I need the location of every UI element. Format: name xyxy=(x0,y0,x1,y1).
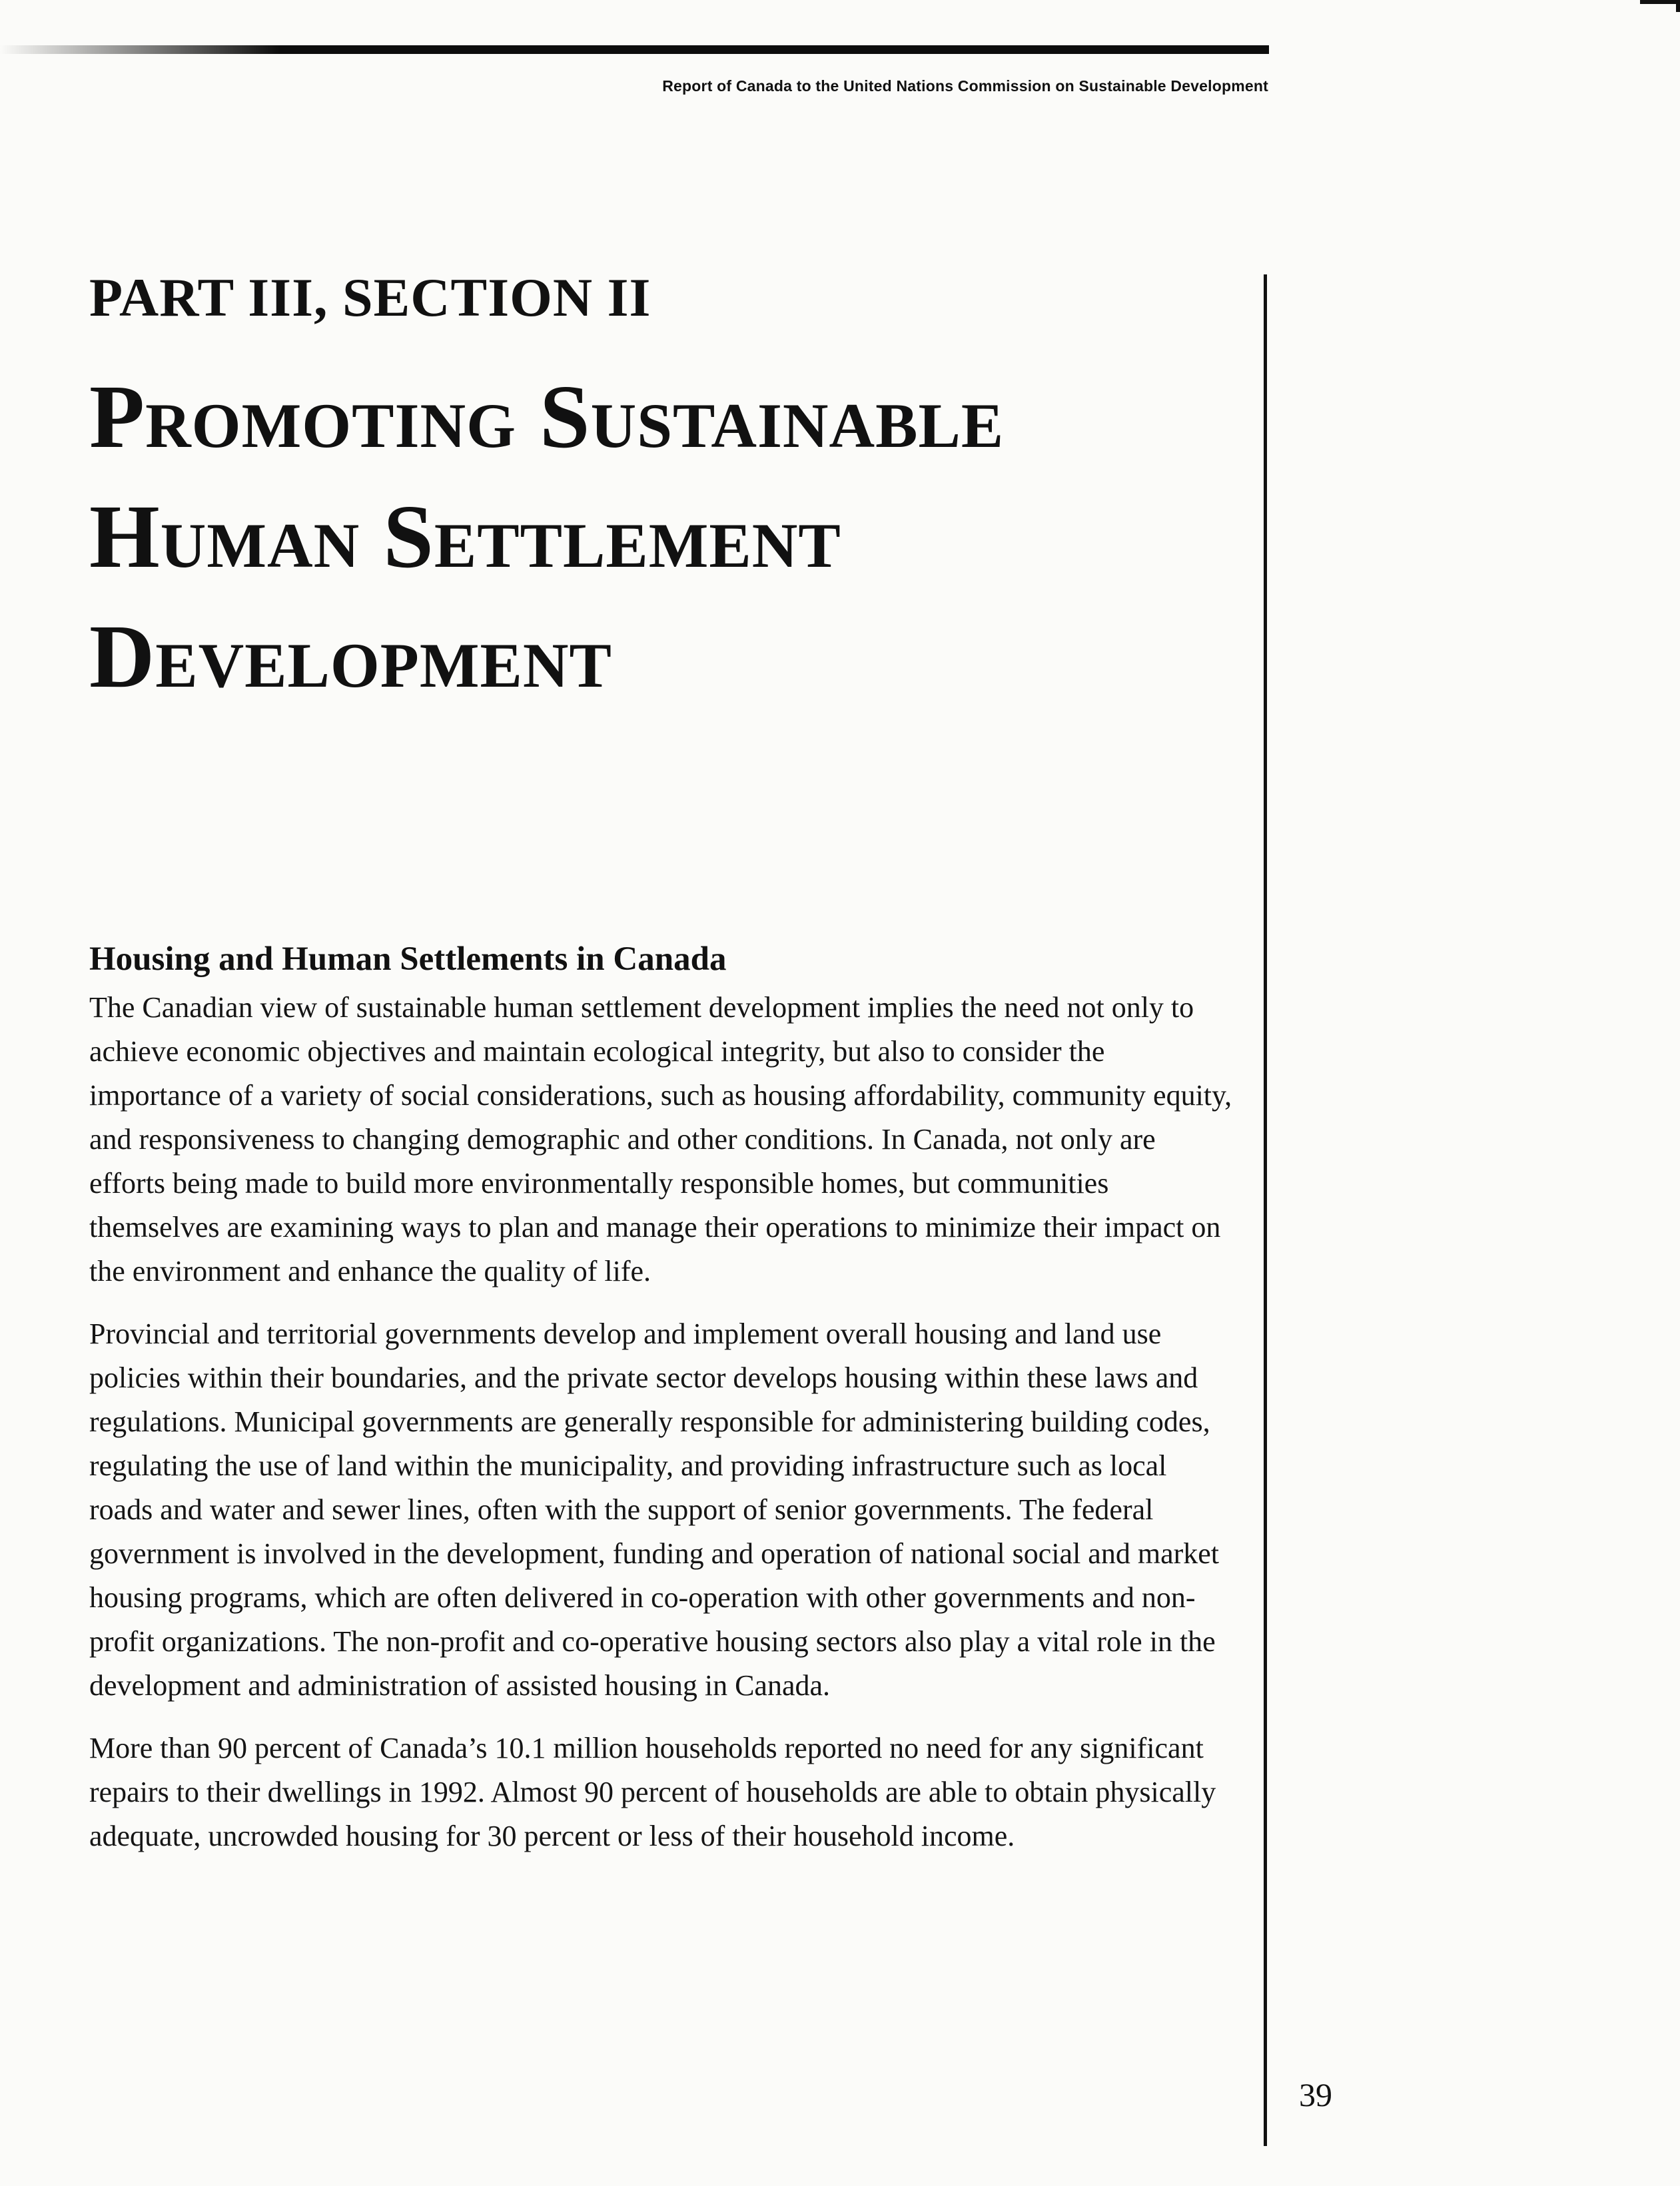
page-number: 39 xyxy=(1299,2076,1332,2113)
margin-rule xyxy=(1264,274,1267,2146)
paragraph: The Canadian view of sustainable human settlement development implies the need not only to achieve economic objectives and maintain ecological integrity, but also to consider the importance of a variety of social considerations, such as housing affordability, community equity, and responsiveness to changing demographic and other conditions. In Canada, not only are efforts being made to build more environmentally responsible homes, but communities themselves are examining ways to plan and manage their operations to minimize their impact on the environment and enhance the quality of life. xyxy=(89,991,1232,1287)
page-title-line: Promoting Sustainable xyxy=(89,367,1005,467)
header-rule-fade xyxy=(0,45,280,54)
paragraph: More than 90 percent of Canada’s 10.1 million households reported no need for any significant repairs to their dwellings in 1992. Almost 90 percent of households are able to obtain physically adequate, uncrowded housing for 30 percent or less of their household income. xyxy=(89,1732,1216,1852)
body-text xyxy=(89,986,1235,1877)
page-title-line: Development xyxy=(89,607,612,707)
page-title xyxy=(89,357,1128,717)
part-section-label: PART III, SECTION II xyxy=(89,267,651,328)
running-header: Report of Canada to the United Nations Commission on Sustainable Development xyxy=(662,77,1268,95)
page-title-line: Human Settlement xyxy=(89,487,841,587)
section-heading: Housing and Human Settlements in Canada xyxy=(89,940,727,978)
page-corner-mark xyxy=(1640,0,1680,12)
paragraph: Provincial and territorial governments develop and implement overall housing and land use policies within their boundaries, and the private sector develops housing within these laws and regulations. Municipal governments are generally responsible for administering building codes, regulating the use of land within the municipality, and providing infrastructure such as local roads and water and sewer lines, often with the support of senior governments. The federal government is involved in the development, funding and operation of national social and market housing programs, which are often delivered in co-operation with other governments and non-profit organizations. The non-profit and co-operative housing sectors also play a vital role in the development and administration of assisted housing in Canada. xyxy=(89,1317,1219,1702)
